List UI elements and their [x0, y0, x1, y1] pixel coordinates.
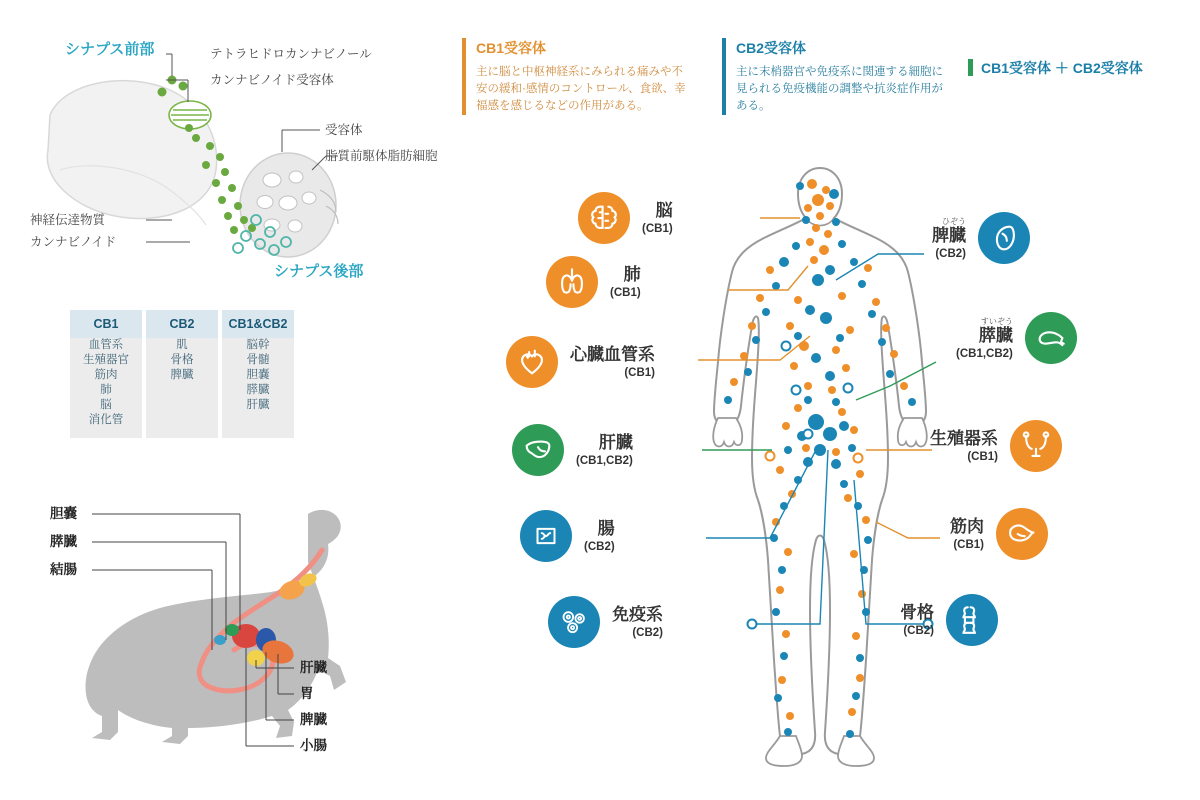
organ-sub-cardiovascular: (CB1) [624, 367, 655, 379]
cb1-item-1: 生殖器官 [83, 354, 129, 366]
organ-callout-heart[interactable] [506, 336, 667, 388]
dog-anatomy-diagram [40, 470, 440, 770]
organ-label-intestine: 腸 [597, 519, 615, 538]
organ-sub-intestine: (CB2) [584, 541, 615, 553]
organ-callout-bone[interactable] [888, 594, 998, 646]
table-body-row [70, 338, 294, 438]
organ-sub-lungs: (CB1) [610, 287, 641, 299]
pancreas-icon [1025, 312, 1077, 364]
organ-sub-liver: (CB1,CB2) [576, 455, 633, 467]
synapse-label-receptor: 受容体 [325, 123, 363, 137]
organ-label-immune: 免疫系 [612, 605, 663, 624]
legend-cb1-cb2 [968, 58, 1143, 78]
legend-cb2-title: CB2受容体 [736, 40, 807, 56]
lungs-icon [546, 256, 598, 308]
heart-icon [506, 336, 558, 388]
organ-ruby-pancreas: すいぞう [980, 316, 1013, 326]
muscle-icon [996, 508, 1048, 560]
organ-sub-muscle: (CB1) [953, 539, 984, 551]
cb1cb2-item-2: 胆嚢 [246, 369, 270, 381]
organ-label-brain: 脳 [655, 201, 673, 220]
organ-label-liver: 肝臓 [598, 433, 633, 452]
spleen-icon [978, 212, 1030, 264]
cb2-item-0: 肌 [176, 339, 188, 351]
cb1-item-2: 筋肉 [94, 369, 118, 381]
bone-icon [946, 594, 998, 646]
organ-label-reproductive: 生殖器系 [930, 429, 998, 448]
table-cell-cb1cb2 [222, 338, 294, 438]
cb-table [66, 310, 298, 438]
legend-cb1-body: 主に脳と中枢神経系にみられる痛みや不安の緩和·感情のコントロール、食欲、幸福感を感じるなどの作用がある。 [476, 66, 686, 112]
cb1-item-0: 血管系 [88, 339, 124, 351]
organ-label-cardiovascular: 心臓血管系 [570, 345, 655, 364]
organ-ruby-spleen: ひぞう [942, 216, 966, 226]
organ-callout-brain[interactable] [578, 192, 685, 244]
table-cell-cb1 [70, 338, 142, 438]
organ-label-muscle: 筋肉 [950, 517, 984, 536]
cb1cb2-item-1: 骨髄 [246, 354, 270, 366]
organ-sub-bone: (CB2) [903, 625, 934, 637]
intestine-icon [520, 510, 572, 562]
legend-cb1 [462, 38, 686, 115]
dog-label-pancreas: 膵臓 [50, 534, 77, 549]
organ-label-bone: 骨格 [900, 603, 934, 622]
cb1-item-3: 肺 [100, 384, 112, 396]
dog-label-gallbladder: 胆嚢 [50, 506, 77, 521]
synapse-label-preadipocyte: 脂質前駆体脂肪細胞 [325, 149, 438, 163]
organ-callout-intestine[interactable] [520, 510, 627, 562]
organ-label-lungs: 肺 [623, 265, 641, 284]
organ-sub-immune: (CB2) [632, 627, 663, 639]
dog-label-colon: 結腸 [50, 562, 77, 577]
organ-sub-brain: (CB1) [642, 223, 673, 235]
organ-callout-spleen[interactable] [920, 212, 1030, 264]
organ-sub-spleen: (CB2) [935, 247, 966, 260]
legend-both-label: CB1受容体 ＋ CB2受容体 [981, 60, 1143, 76]
liver-icon [512, 424, 564, 476]
cb1-item-4: 脳 [100, 399, 112, 411]
organ-callout-immune[interactable] [548, 596, 675, 648]
immune-icon [548, 596, 600, 648]
legend-cb2-body: 主に末梢器官や免疫系に関連する細胞に見られる免疫機能の調整や抗炎症作用がある。 [736, 66, 943, 112]
organ-callout-lungs[interactable] [546, 256, 653, 308]
dog-svg [40, 470, 440, 770]
postsynapse-label: シナプス後部 [274, 263, 364, 280]
organ-label-pancreas: 膵臓 [978, 325, 1013, 345]
reproductive-icon [1010, 420, 1062, 472]
cb1cb2-item-3: 膵臓 [246, 384, 270, 396]
organ-sub-pancreas: (CB1,CB2) [956, 347, 1013, 360]
dog-label-liver: 肝臓 [300, 660, 327, 675]
legend-bar-icon [968, 59, 973, 76]
brain-icon [578, 192, 630, 244]
organ-label-spleen: 脾臓 [932, 225, 966, 245]
organ-callout-reproductive[interactable] [918, 420, 1062, 472]
organ-callout-liver[interactable] [512, 424, 645, 476]
synapse-label-neurotransmitter: 神経伝達物質 [30, 213, 106, 227]
cb1-item-5: 消化管 [88, 414, 124, 426]
dog-label-stomach: 胃 [300, 686, 314, 701]
organ-sub-reproductive: (CB1) [967, 451, 998, 463]
organ-callout-muscle[interactable] [938, 508, 1048, 560]
synapse-diagram [20, 20, 440, 290]
dog-label-small-intestine: 小腸 [300, 738, 327, 753]
presynapse-label: シナプス前部 [65, 41, 155, 58]
cb1cb2-item-4: 肝臓 [246, 399, 270, 411]
table-header-cb1: CB1 [70, 310, 142, 338]
cb1cb2-item-0: 脳幹 [246, 339, 270, 351]
legend-cb2 [722, 38, 946, 115]
synapse-label-cannabinoid: カンナビノイド [30, 235, 117, 249]
legend-cb1-title: CB1受容体 [476, 40, 547, 56]
cb-receptor-table [66, 310, 298, 438]
dog-label-spleen: 脾臓 [300, 712, 327, 727]
table-header-cb1cb2: CB1&CB2 [222, 310, 294, 338]
cb2-item-1: 骨格 [170, 354, 194, 366]
organ-callout-pancreas[interactable] [944, 312, 1077, 364]
table-header-row [70, 310, 294, 338]
table-cell-cb2 [146, 338, 218, 438]
table-header-cb2: CB2 [146, 310, 218, 338]
cb2-item-2: 脾臓 [170, 369, 194, 381]
synapse-label-cannabinoid-receptor: カンナビノイド受容体 [210, 73, 334, 87]
synapse-label-thc: テトラヒドロカンナビノール [210, 47, 372, 61]
